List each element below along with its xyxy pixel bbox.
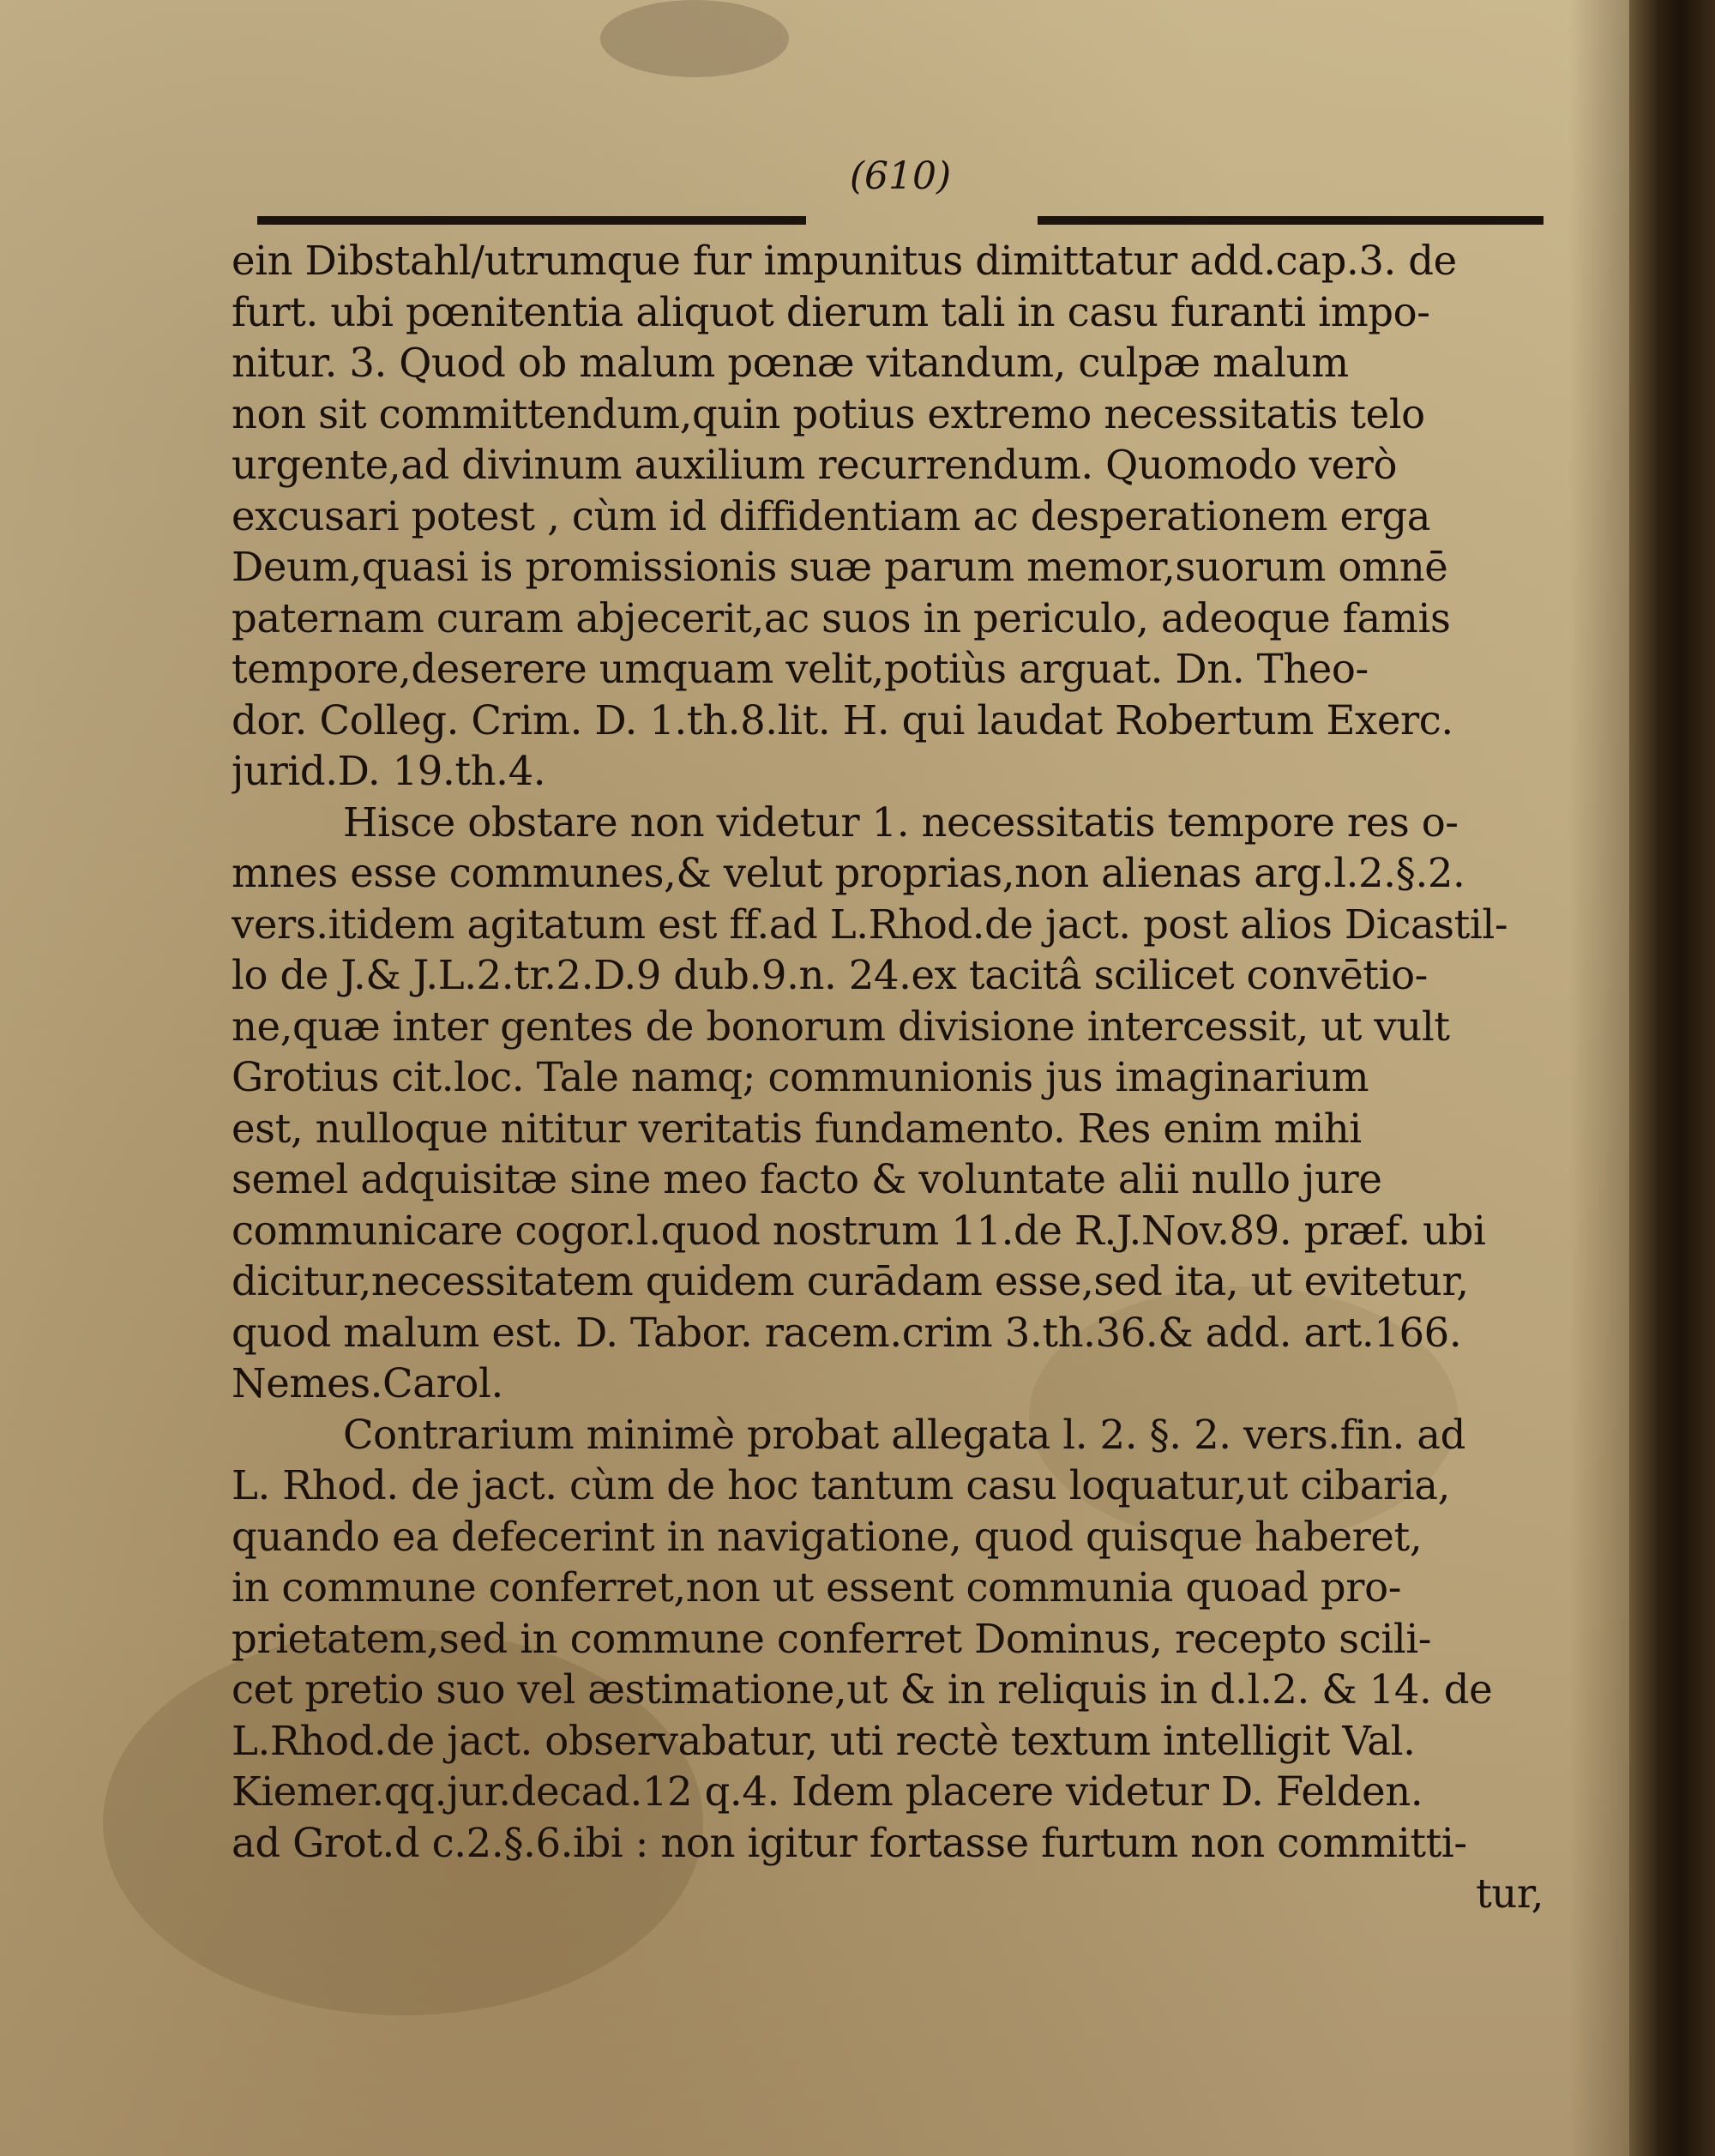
text-line: Deum,quasi is promissionis suæ parum memor,suorum omnē [232,544,1448,590]
text-line: Contrarium minimè probat allegata l. 2. §. 2. vers.fin. ad [343,1411,1465,1458]
header-rule [1038,216,1544,225]
body-text [232,236,1569,1920]
text-line: L. Rhod. de jact. cùm de hoc tantum casu loquatur,ut cibaria, [232,1462,1451,1509]
text-line: quando ea defecerint in navigatione, quod quisque haberet, [232,1513,1423,1560]
text-line: urgente,ad divinum auxilium recurrendum. Quomodo verò [232,442,1398,488]
text-line: est, nulloque nititur veritatis fundamento. Res enim mihi [232,1105,1362,1152]
gutter-shadow [1569,0,1629,2156]
header-rule [257,216,806,225]
text-line: cet pretio suo vel æstimatione,ut & in reliquis in d.l.2. & 14. de [232,1666,1493,1713]
text-line: dicitur,necessitatem quidem curādam esse,sed ita, ut evitetur, [232,1258,1469,1304]
text-line: semel adquisitæ sine meo facto & voluntate alii nullo jure [232,1156,1382,1202]
text-line: mnes esse communes,& velut proprias,non alienas arg.l.2.§.2. [232,850,1465,896]
text-line: ad Grot.d c.2.§.6.ibi : non igitur fortasse furtum non committi- [232,1819,1467,1866]
page-header [240,129,1561,232]
text-line: nitur. 3. Quod ob malum pœnæ vitandum, culpæ malum [232,340,1349,386]
text-line: ein Dibstahl/utrumque fur impunitus dimittatur add.cap.3. de [232,238,1457,284]
text-line: vers.itidem agitatum est ff.ad L.Rhod.de jact. post alios Dicastil- [232,900,1508,948]
text-line: prietatem,sed in commune conferret Dominus, recepto scili- [232,1615,1432,1662]
text-line: jurid.D. 19.th.4. [232,748,546,794]
text-line: Nemes.Carol. [232,1360,503,1406]
text-line: dor. Colleg. Crim. D. 1.th.8.lit. H. qui laudat Robertum Exerc. [232,696,1453,744]
text-line: tur, [1476,1870,1544,1917]
text-line: non sit committendum,quin potius extremo necessitatis telo [232,390,1425,437]
book-binding-edge [1629,0,1715,2156]
text-line: paternam curam abjecerit,ac suos in periculo, adeoque famis [232,594,1451,641]
text-line: Hisce obstare non videtur 1. necessitatis tempore res o- [343,798,1459,846]
text-line: ne,quæ inter gentes de bonorum divisione intercessit, ut vult [232,1003,1450,1050]
text-line: Grotius cit.loc. Tale namq; communionis jus imaginarium [232,1054,1369,1100]
text-line: tempore,deserere umquam velit,potiùs arguat. Dn. Theo- [232,646,1369,692]
text-line: in commune conferret,non ut essent communia quoad pro- [232,1564,1402,1611]
text-line: excusari potest , cùm id diffidentiam ac desperationem erga [232,492,1431,539]
page-number: (610) [849,154,952,198]
page-tear [600,0,789,77]
text-line: Kiemer.qq.jur.decad.12 q.4. Idem placere videtur D. Felden. [232,1768,1423,1815]
text-line: communicare cogor.l.quod nostrum 11.de R.J.Nov.89. præf. ubi [232,1207,1486,1254]
text-line: furt. ubi pœnitentia aliquot dierum tali in casu furanti impo- [232,288,1430,335]
text-line: lo de J.& J.L.2.tr.2.D.9 dub.9.n. 24.ex tacitâ scilicet convētio- [232,952,1428,998]
text-line: quod malum est. D. Tabor. racem.crim 3.th.36.& add. art.166. [232,1309,1462,1356]
text-line: L.Rhod.de jact. observabatur, uti rectè textum intelligit Val. [232,1717,1416,1764]
